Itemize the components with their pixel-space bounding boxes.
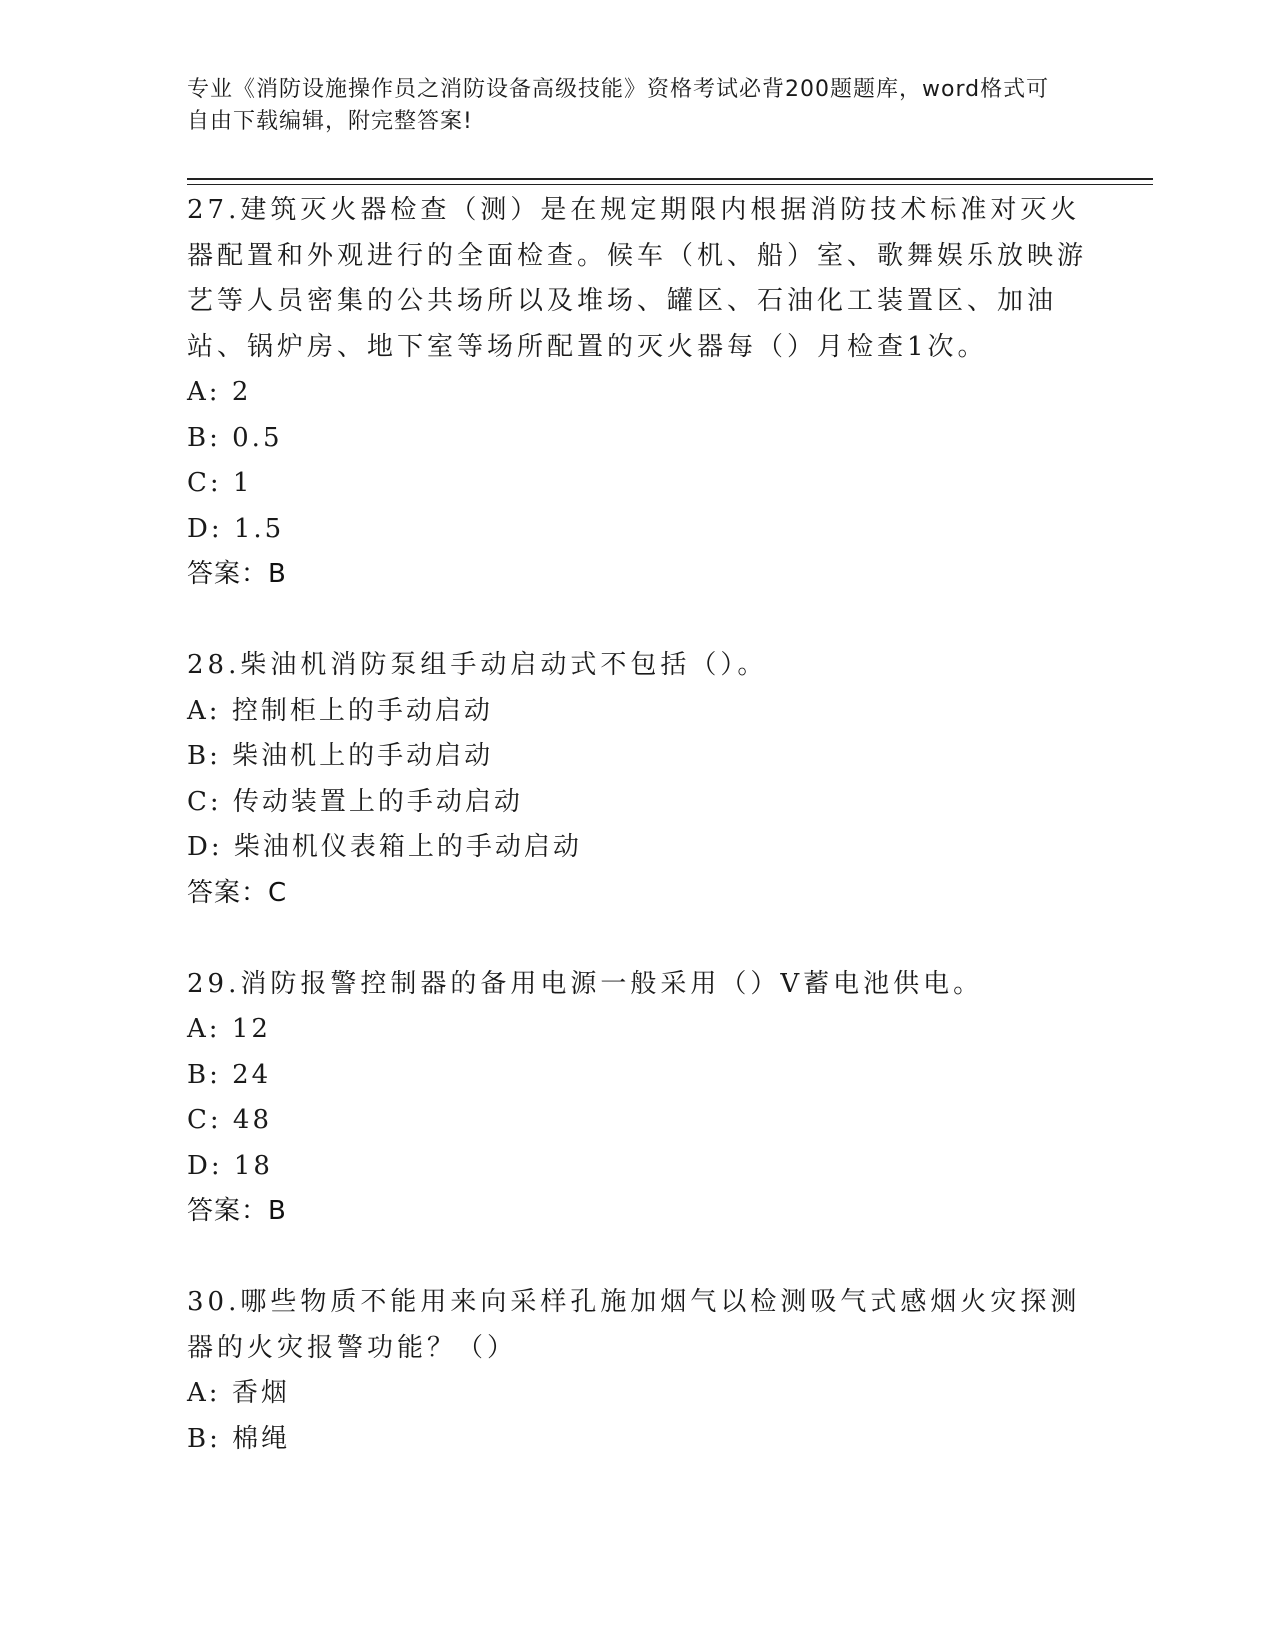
header-divider-thick xyxy=(187,178,1153,180)
option-value: 柴油机上的手动启动 xyxy=(232,741,494,771)
option-value: 18 xyxy=(233,1150,273,1181)
option-b xyxy=(187,416,1087,462)
option-a xyxy=(187,1007,1087,1053)
question-spacer xyxy=(187,1235,1087,1281)
question-text xyxy=(187,962,1087,1008)
option-d xyxy=(187,1144,1087,1190)
option-value: 12 xyxy=(231,1014,271,1044)
option-c xyxy=(187,780,1087,826)
option-value: 柴油机仪表箱上的手动启动 xyxy=(233,832,582,862)
question-29 xyxy=(187,962,1087,1235)
option-label: C: xyxy=(187,1105,222,1135)
answer-line: 答案：C xyxy=(187,877,288,908)
option-label: A: xyxy=(187,1014,221,1044)
option-a xyxy=(187,1371,1087,1417)
question-body: 建筑灭火器检查（测）是在规定期限内根据消防技术标准对灭火器配置和外观进行的全面检查。候车（机、船）室、歌舞娱乐放映游艺等人员密集的公共场所以及堆场、罐区、石油化工装置区、加油站、锅炉房、地下室等场所配置的灭火器每（）月检查1次。 xyxy=(187,195,1088,362)
question-number: 28. xyxy=(187,650,241,680)
option-label: A: xyxy=(187,695,221,726)
option-label: C: xyxy=(187,468,222,498)
option-label: D: xyxy=(187,1150,223,1181)
question-spacer xyxy=(187,598,1087,644)
option-label: A: xyxy=(187,377,221,407)
answer-line: 答案：B xyxy=(187,1196,287,1226)
option-value: 1 xyxy=(232,468,253,498)
option-b xyxy=(187,1417,1087,1463)
option-label: B: xyxy=(187,1059,221,1090)
option-label: D: xyxy=(187,513,223,544)
option-label: B: xyxy=(187,741,221,771)
question-number: 30. xyxy=(187,1287,241,1317)
option-label: D: xyxy=(187,832,223,862)
question-text xyxy=(187,1280,1087,1371)
option-value: 棉绳 xyxy=(232,1423,291,1454)
option-label: B: xyxy=(187,1423,221,1454)
option-d xyxy=(187,507,1087,553)
question-number: 27. xyxy=(187,195,241,225)
option-b xyxy=(187,734,1087,780)
option-a xyxy=(187,689,1087,735)
header-divider-thin xyxy=(187,184,1153,185)
option-label: A: xyxy=(187,1378,221,1408)
question-30 xyxy=(187,1280,1087,1462)
question-body: 哪些物质不能用来向采样孔施加烟气以检测吸气式感烟火灾探测器的火灾报警功能？（） xyxy=(187,1287,1081,1363)
question-body: 柴油机消防泵组手动启动式不包括（）。 xyxy=(240,650,768,680)
answer-line: 答案：B xyxy=(187,559,287,589)
option-c xyxy=(187,1098,1087,1144)
option-value: 2 xyxy=(231,377,252,407)
question-28 xyxy=(187,643,1087,916)
document-header xyxy=(187,74,1067,138)
option-label: B: xyxy=(187,422,221,453)
question-spacer xyxy=(187,916,1087,962)
option-b xyxy=(187,1053,1087,1099)
option-value: 0.5 xyxy=(232,422,283,453)
option-value: 传动装置上的手动启动 xyxy=(232,786,523,817)
header-text: 专业《消防设施操作员之消防设备高级技能》资格考试必背200题题库，word格式可自由下载编辑，附完整答案! xyxy=(187,77,1050,134)
option-value: 48 xyxy=(232,1105,273,1135)
question-number: 29. xyxy=(187,968,241,999)
question-text xyxy=(187,188,1087,370)
option-c xyxy=(187,461,1087,507)
option-a xyxy=(187,370,1087,416)
option-d xyxy=(187,825,1087,871)
option-value: 1.5 xyxy=(233,513,285,544)
question-27 xyxy=(187,188,1087,598)
option-value: 控制柜上的手动启动 xyxy=(231,695,493,726)
option-label: C: xyxy=(187,786,222,817)
question-body: 消防报警控制器的备用电源一般采用（）V蓄电池供电。 xyxy=(240,968,984,999)
question-text xyxy=(187,643,1087,689)
option-value: 24 xyxy=(232,1059,272,1090)
option-value: 香烟 xyxy=(231,1378,290,1408)
question-list xyxy=(187,188,1087,1462)
